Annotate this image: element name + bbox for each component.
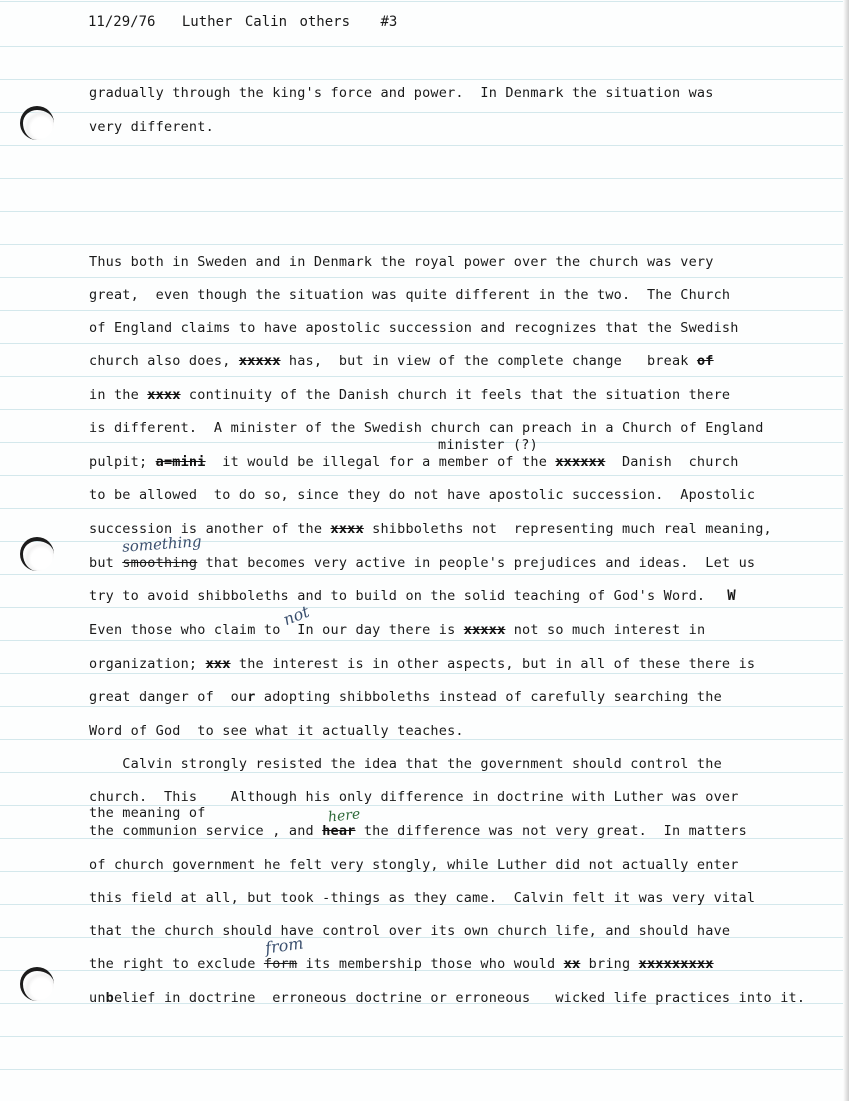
text-line: of England claims to have apostolic succession and recognizes that the Swedish <box>89 320 739 336</box>
page-edge <box>843 0 849 1101</box>
typed-strikeout: xxxxx <box>238 353 281 369</box>
handwritten-correction: r <box>247 689 256 705</box>
text-line: but smoothing that becomes very active in people's prejudices and ideas. Let us <box>89 555 756 571</box>
handwritten-not: not <box>280 601 312 630</box>
text-line: this field at all, but took -things as they came. Calvin felt it was very vital <box>89 890 756 906</box>
text-line: the right to exclude form its membership those who would xx bring xxxxxxxxx <box>89 956 714 972</box>
page-header <box>88 14 397 30</box>
text-line: Thus both in Sweden and in Denmark the royal power over the church was very <box>89 254 714 270</box>
typed-strikeout: a=mini <box>155 454 206 470</box>
typed-strikeout: xxxxxx <box>555 454 606 470</box>
interlinear-insert: the meaning of <box>89 805 206 821</box>
header-title: Luther Calin others <box>181 14 351 30</box>
text-line: very different. <box>89 119 214 135</box>
typed-strikeout: xxxx <box>330 521 364 537</box>
text-line: the communion service , and hear the difference was not very great. In matters <box>89 823 747 839</box>
text-line: unbelief in doctrine erroneous doctrine or erroneous wicked life practices into it. <box>89 990 806 1006</box>
punch-hole <box>20 967 54 1001</box>
text-line: gradually through the king's force and power. In Denmark the situation was <box>89 85 714 101</box>
handwritten-here: here <box>327 806 362 826</box>
typed-strikeout: xx <box>563 956 581 972</box>
struck-word: form <box>263 956 298 972</box>
interlinear-insert: minister (?) <box>438 437 538 453</box>
text-line: Even those who claim to In our day there is xxxxx not so much interest in <box>89 622 706 638</box>
text-line: in the xxxx continuity of the Danish church it feels that the situation there <box>89 387 731 403</box>
typed-strikeout: xxx <box>205 656 231 672</box>
text-line: pulpit; a=mini it would be illegal for a member of the xxxxxx Danish church <box>89 454 739 470</box>
text-line: church also does, xxxxx has, but in view of the complete change break of <box>89 353 714 369</box>
text-line: to be allowed to do so, since they do not have apostolic succession. Apostolic <box>89 487 756 503</box>
typed-strikeout: xxxx <box>147 387 181 403</box>
handwritten-from: from <box>263 933 305 958</box>
text-line: great danger of our adopting shibboleths instead of carefully searching the <box>89 689 722 705</box>
typed-strikeout: xxxxxxxxx <box>638 956 714 972</box>
text-line: of church government he felt very stongly, while Luther did not actually enter <box>89 857 739 873</box>
text-line: try to avoid shibboleths and to build on the solid teaching of God's Word. W <box>89 588 736 604</box>
typed-strikeout: of <box>696 353 714 369</box>
typed-strikeout: xxxxx <box>463 622 506 638</box>
text-line: Word of God to see what it actually teaches. <box>89 723 464 739</box>
punch-hole <box>20 537 54 571</box>
struck-word: hear <box>322 823 356 839</box>
text-line: that the church should have control over its own church life, and should have <box>89 923 731 939</box>
struck-word: smoothing <box>122 555 198 571</box>
handwritten-something: something <box>121 532 203 556</box>
text-line: is different. A minister of the Swedish church can preach in a Church of England <box>89 420 764 436</box>
text-line: Calvin strongly resisted the idea that the government should control the <box>89 756 722 772</box>
header-date: 11/29/76 <box>88 14 156 30</box>
punch-hole <box>20 106 54 140</box>
text-line: succession is another of the xxxx shibboleths not representing much real meaning, <box>89 521 772 537</box>
text-line: organization; xxx the interest is in other aspects, but in all of these there is <box>89 656 756 672</box>
header-page-number: #3 <box>380 14 398 30</box>
text-line: church. This Although his only difference in doctrine with Luther was over <box>89 789 739 805</box>
handwritten-mark: W <box>727 588 736 604</box>
text-line: great, even though the situation was quite different in the two. The Church <box>89 287 731 303</box>
handwritten-correction: b <box>105 990 114 1006</box>
